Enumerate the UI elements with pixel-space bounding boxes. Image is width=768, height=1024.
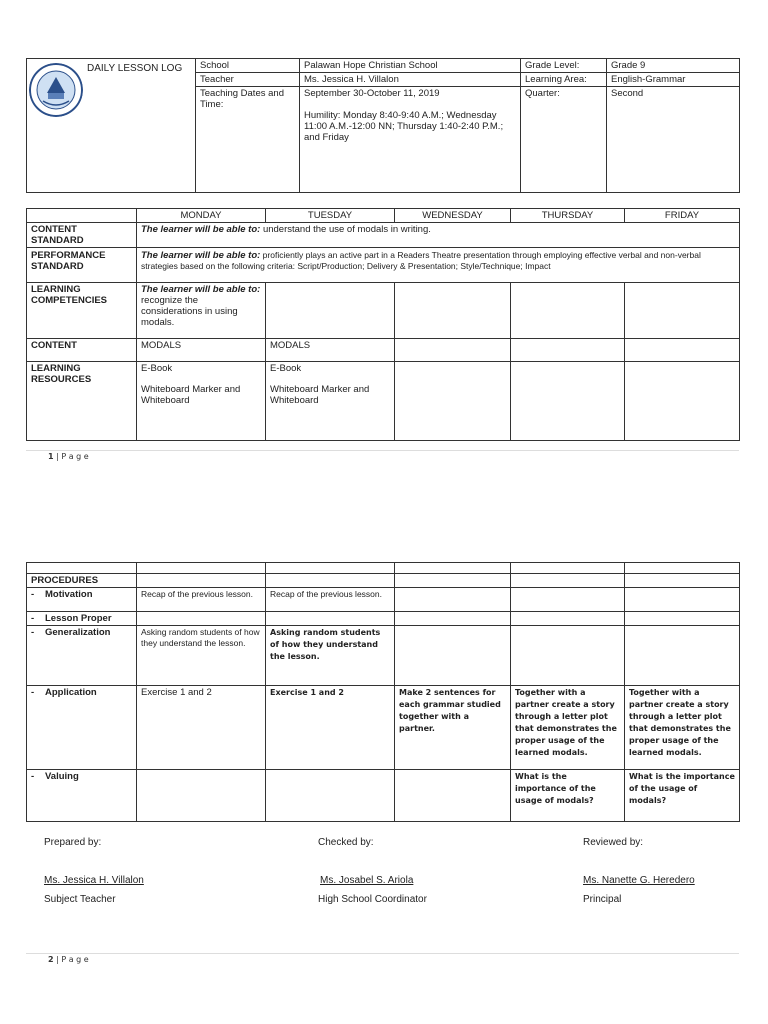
valuing-label-text: Valuing [45, 771, 79, 782]
proc-empty-1 [137, 563, 266, 574]
learning-competencies-monday [137, 283, 266, 339]
motivation-label [27, 588, 137, 612]
learning-competencies-tuesday [266, 283, 395, 339]
proc-empty-4 [511, 563, 625, 574]
learning-resources-friday [625, 362, 740, 441]
day-header-monday: MONDAY [137, 209, 266, 223]
lesson-proper-thursday [511, 612, 625, 626]
page-footer-1 [48, 452, 89, 461]
generalization-monday: Asking random students of how they understand the lesson. [137, 626, 266, 686]
learning-competencies-body: recognize the considerations in using modals. [141, 295, 238, 328]
learning-area-value: English-Grammar [607, 73, 740, 87]
motivation-monday: Recap of the previous lesson. [137, 588, 266, 612]
application-tuesday: Exercise 1 and 2 [266, 686, 395, 770]
page-label-1: P a g e [61, 452, 89, 461]
motivation-thursday [511, 588, 625, 612]
motivation-tuesday: Recap of the previous lesson. [266, 588, 395, 612]
valuing-wednesday [395, 770, 511, 822]
resource-tuesday-2: Whiteboard Marker and Whiteboard [270, 384, 370, 406]
learning-resources-tuesday [266, 362, 395, 441]
proc-empty-2 [266, 563, 395, 574]
motivation-friday [625, 588, 740, 612]
learning-resources-thursday [511, 362, 625, 441]
motivation-wednesday [395, 588, 511, 612]
learning-competencies-label: LEARNING COMPETENCIES [27, 283, 137, 339]
generalization-thursday [511, 626, 625, 686]
grade-level-value: Grade 9 [607, 59, 740, 73]
resource-monday-2: Whiteboard Marker and Whiteboard [141, 384, 241, 406]
learning-competencies-thursday [511, 283, 625, 339]
content-standard-lead: The learner will be able to: [141, 224, 261, 235]
proc-blank-wed [395, 574, 511, 588]
valuing-monday [137, 770, 266, 822]
page-separator-1: | [53, 452, 62, 461]
lesson-proper-monday [137, 612, 266, 626]
motivation-label-text: Motivation [45, 589, 93, 600]
content-monday: MODALS [137, 339, 266, 362]
checked-by-role: High School Coordinator [318, 894, 427, 905]
learning-resources-monday [137, 362, 266, 441]
content-standard-body: understand the use of modals in writing. [260, 224, 431, 235]
checked-by-caption: Checked by: [318, 837, 374, 848]
learning-competencies-wednesday [395, 283, 511, 339]
corner-cell [27, 209, 137, 223]
quarter-label: Quarter: [521, 87, 607, 193]
application-thursday: Together with a partner create a story through a letter plot that demonstrates the proper usage of the learned modals. [511, 686, 625, 770]
valuing-thursday: What is the importance of the usage of modals? [511, 770, 625, 822]
content-label: CONTENT [27, 339, 137, 362]
proc-empty-3 [395, 563, 511, 574]
content-tuesday: MODALS [266, 339, 395, 362]
procedures-label: PROCEDURES [27, 574, 137, 588]
learning-resources-wednesday [395, 362, 511, 441]
teaching-dates-label: Teaching Dates and Time: [196, 87, 300, 193]
teacher-value: Ms. Jessica H. Villalon [300, 73, 521, 87]
learning-area-label: Learning Area: [521, 73, 607, 87]
prepared-name-text: Ms. Jessica H. Villalon [44, 875, 144, 886]
reviewed-by-caption: Reviewed by: [583, 837, 644, 848]
lesson-proper-label-text: Lesson Proper [45, 613, 112, 624]
day-header-friday: FRIDAY [625, 209, 740, 223]
lesson-proper-wednesday [395, 612, 511, 626]
resource-tuesday-1: E-Book [270, 363, 302, 374]
school-value: Palawan Hope Christian School [300, 59, 521, 73]
learning-resources-label: LEARNING RESOURCES [27, 362, 137, 441]
reviewed-by-name [583, 875, 695, 886]
resource-monday-1: E-Book [141, 363, 173, 374]
footer-divider-1 [26, 450, 739, 451]
page-number-1: 1 [48, 452, 54, 461]
dash-motivation: - [31, 589, 35, 600]
day-header-tuesday: TUESDAY [266, 209, 395, 223]
application-wednesday: Make 2 sentences for each grammar studied together with a partner. [395, 686, 511, 770]
day-header-wednesday: WEDNESDAY [395, 209, 511, 223]
reviewed-by-role: Principal [583, 894, 622, 905]
generalization-tuesday: Asking random students of how they understand the lesson. [266, 626, 395, 686]
proc-empty-5 [625, 563, 740, 574]
performance-standard-lead: The learner will be able to: [141, 250, 261, 261]
school-label: School [196, 59, 300, 73]
checked-name-text: Ms. Josabel S. Ariola [320, 875, 414, 886]
application-friday: Together with a partner create a story through a letter plot that demonstrates the proper usage of the learned modals. [625, 686, 740, 770]
teaching-schedule: Humility: Monday 8:40-9:40 A.M.; Wednesday 11:00 A.M.-12:00 NN; Thursday 1:40-2:40 P.M.; and Friday [304, 110, 504, 143]
lesson-proper-tuesday [266, 612, 395, 626]
dash-lesson-proper: - [31, 613, 35, 624]
generalization-label [27, 626, 137, 686]
checked-by-name [320, 875, 413, 886]
proc-blank-fri [625, 574, 740, 588]
dash-generalization: - [31, 627, 35, 638]
header-table [26, 58, 740, 193]
content-friday [625, 339, 740, 362]
prepared-by-name [44, 875, 144, 886]
lesson-table [26, 208, 740, 441]
generalization-friday [625, 626, 740, 686]
performance-standard-label: PERFORMANCE STANDARD [27, 248, 137, 283]
application-label [27, 686, 137, 770]
valuing-tuesday [266, 770, 395, 822]
teacher-label: Teacher [196, 73, 300, 87]
content-thursday [511, 339, 625, 362]
proc-blank-tue [266, 574, 395, 588]
lesson-proper-friday [625, 612, 740, 626]
procedures-table [26, 562, 740, 822]
page-number-2: 2 [48, 955, 54, 964]
footer-divider-2 [26, 953, 739, 954]
school-seal-icon [29, 63, 83, 117]
learning-competencies-friday [625, 283, 740, 339]
grade-level-label: Grade Level: [521, 59, 607, 73]
dash-valuing: - [31, 771, 35, 782]
quarter-value: Second [607, 87, 740, 193]
prepared-by-caption: Prepared by: [44, 837, 102, 848]
proc-blank-thu [511, 574, 625, 588]
proc-blank-mon [137, 574, 266, 588]
day-header-thursday: THURSDAY [511, 209, 625, 223]
page-label-2: P a g e [61, 955, 89, 964]
valuing-label [27, 770, 137, 822]
application-monday: Exercise 1 and 2 [137, 686, 266, 770]
content-wednesday [395, 339, 511, 362]
page-separator-2: | [53, 955, 62, 964]
application-label-text: Application [45, 687, 97, 698]
page-footer-2 [48, 955, 89, 964]
valuing-friday: What is the importance of the usage of modals? [625, 770, 740, 822]
performance-standard-body: proficiently plays an active part in a Readers Theatre presentation through employing effective verbal and non-verbal strategies based on the following criteria: Script/Production; Delivery & Presentation; Style/Technique; Impact [141, 250, 701, 271]
lesson-proper-label [27, 612, 137, 626]
prepared-by-role: Subject Teacher [44, 894, 116, 905]
dash-application: - [31, 687, 35, 698]
teaching-dates-value [300, 87, 521, 193]
document-title: DAILY LESSON LOG [87, 63, 183, 74]
teaching-dates-range: September 30-October 11, 2019 [304, 88, 440, 99]
reviewed-name-text: Ms. Nanette G. Heredero [583, 875, 695, 886]
generalization-label-text: Generalization [45, 627, 111, 638]
learning-competencies-lead: The learner will be able to: [141, 284, 261, 295]
proc-empty-0 [27, 563, 137, 574]
generalization-wednesday [395, 626, 511, 686]
logo-title-cell [27, 59, 196, 193]
content-standard-label: CONTENT STANDARD [27, 223, 137, 248]
content-standard-text [137, 223, 740, 248]
performance-standard-text [137, 248, 740, 283]
